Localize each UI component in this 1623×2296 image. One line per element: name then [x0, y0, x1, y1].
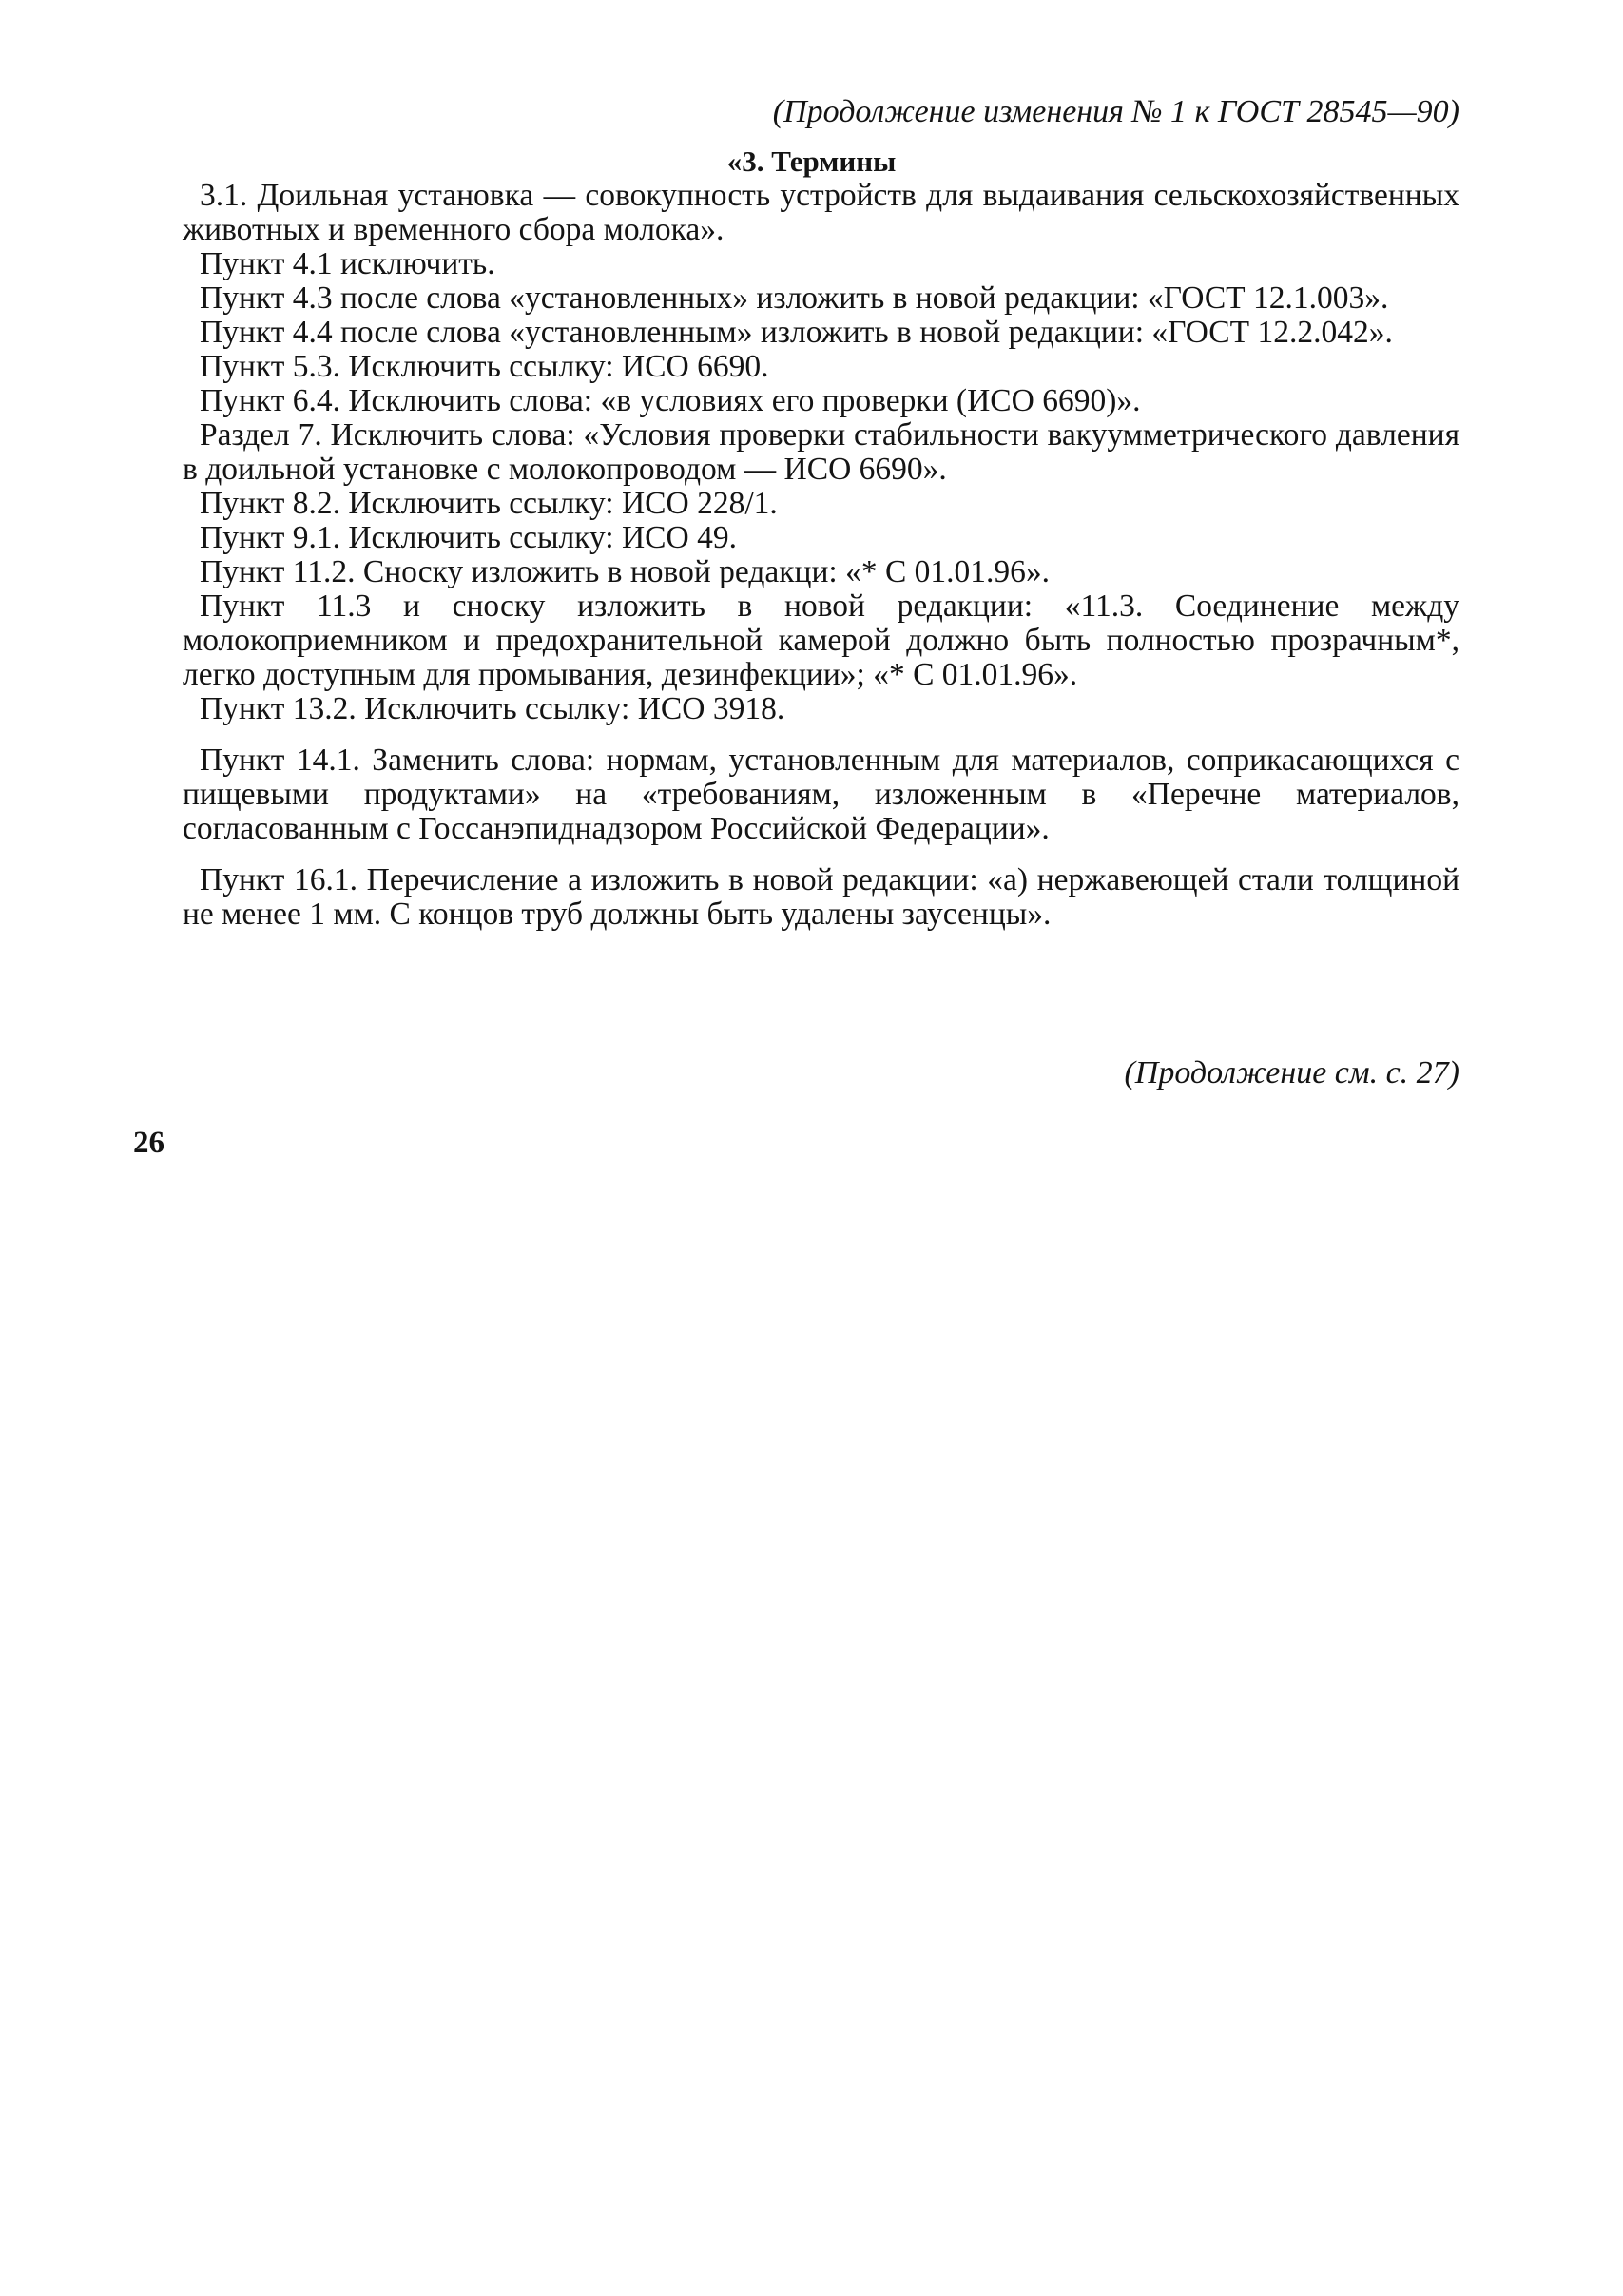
paragraph-item-4-1: Пункт 4.1 исключить.	[200, 246, 495, 281]
paragraph-item-13-2: Пункт 13.2. Исключить ссылку: ИСО 3918.	[200, 691, 785, 726]
paragraph-item-5-3: Пункт 5.3. Исключить ссылку: ИСО 6690.	[200, 349, 769, 384]
paragraph-item-11-2: Пункт 11.2. Сноску изложить в новой редакци: «* С 01.01.96».	[200, 554, 1051, 589]
paragraph-item-8-2: Пункт 8.2. Исключить ссылку: ИСО 228/1.	[200, 486, 778, 521]
paragraph-term-3-1: 3.1. Доильная установка — совокупность устройств для выдаивания сельскохозяйственных животных и временного сбора молока».	[183, 178, 1459, 247]
page-number: 26	[133, 1126, 164, 1160]
paragraph-item-4-3: Пункт 4.3 после слова «установленных» изложить в новой редакции: «ГОСТ 12.1.003».	[200, 280, 1389, 316]
paragraph-section-7: Раздел 7. Исключить слова: «Условия проверки стабильности вакуумметрического давления в доильной установке с молокопроводом — ИСО 6690».	[183, 417, 1459, 487]
paragraph-item-4-4: Пункт 4.4 после слова «установленным» изложить в новой редакции: «ГОСТ 12.2.042».	[200, 315, 1393, 350]
paragraph-item-11-3: Пункт 11.3 и сноску изложить в новой редакции: «11.3. Соединение между молокоприемником и предохранительной камерой должно быть полностью прозрачным*, легко доступным для промывания, дезинфекции»; «* С 01.01.96».	[183, 588, 1459, 692]
paragraph-item-14-1: Пункт 14.1. Заменить слова: нормам, установленным для материалов, соприкасающихся с пищевыми продуктами» на «требованиям, изложенным в «Перечне материалов, согласованным с Госсанэпиднадзором Российской Федерации».	[183, 743, 1459, 846]
section-title: «3. Термины	[726, 145, 897, 178]
continuation-footer: (Продолжение см. с. 27)	[1124, 1055, 1459, 1090]
paragraph-item-6-4: Пункт 6.4. Исключить слова: «в условиях его проверки (ИСО 6690)».	[200, 383, 1141, 418]
amendment-body	[183, 179, 1459, 932]
paragraph-item-16-1: Пункт 16.1. Перечисление а изложить в новой редакции: «а) нержавеющей стали толщиной не менее 1 мм. С концов труб должны быть удалены заусенцы».	[183, 862, 1459, 932]
continuation-header: (Продолжение изменения № 1 к ГОСТ 28545—90)	[772, 94, 1459, 129]
paragraph-item-9-1: Пункт 9.1. Исключить ссылку: ИСО 49.	[200, 520, 737, 555]
